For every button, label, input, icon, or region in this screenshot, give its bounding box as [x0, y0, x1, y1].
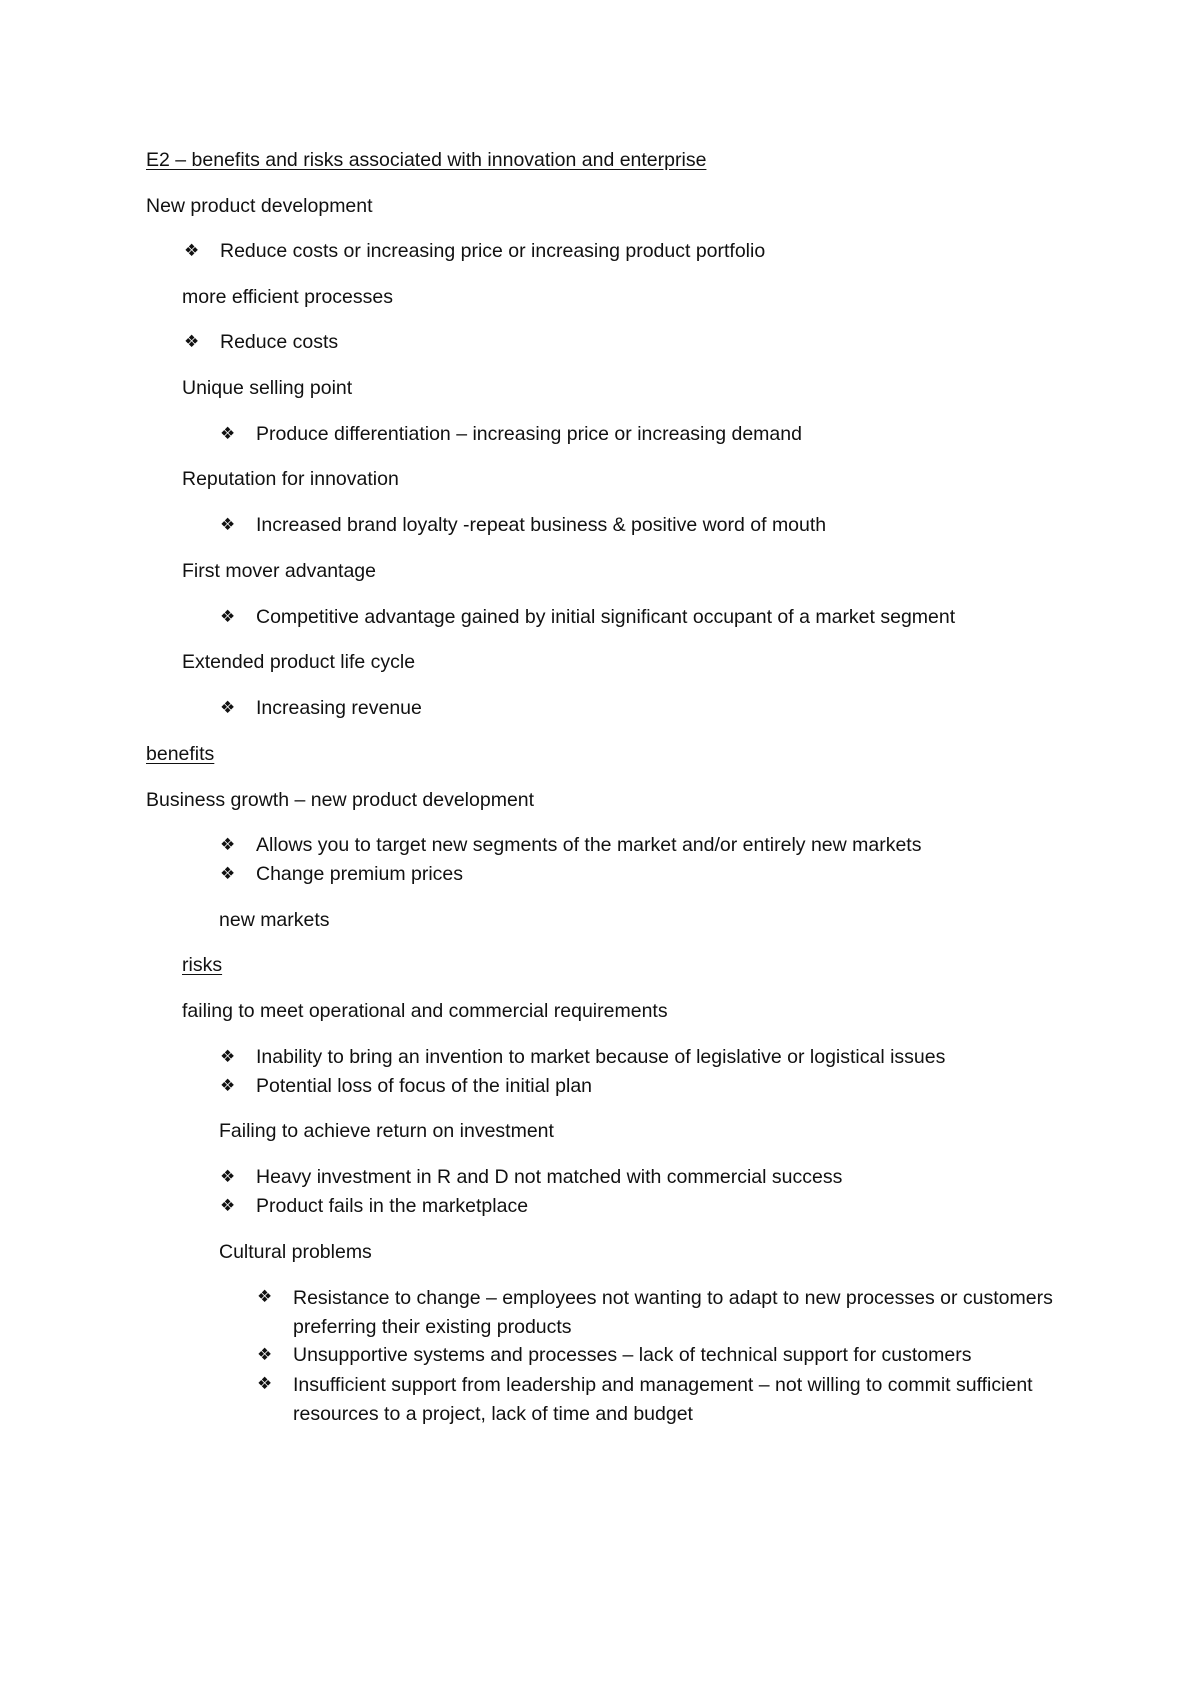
document-title: E2 – benefits and risks associated with innovation and enterprise — [146, 149, 707, 171]
diamond-bullet-icon: ❖ — [220, 1196, 236, 1215]
diamond-bullet-icon: ❖ — [257, 1287, 273, 1306]
heading-risks: risks — [182, 954, 223, 976]
list-item: ❖ Reduce costs — [184, 331, 339, 353]
heading-benefits: benefits — [146, 743, 215, 765]
diamond-bullet-icon: ❖ — [220, 515, 236, 534]
heading-new-product-development: New product development — [146, 195, 373, 217]
diamond-bullet-icon: ❖ — [220, 1047, 236, 1066]
subheading-new-markets: new markets — [219, 909, 330, 931]
list-item: ❖ Reduce costs or increasing price or increasing product portfolio — [184, 240, 766, 262]
subheading-cultural-problems: Cultural problems — [219, 1241, 372, 1263]
list-item: ❖ Increased brand loyalty -repeat business & positive word of mouth — [220, 514, 827, 536]
subheading-failing-requirements: failing to meet operational and commercial requirements — [182, 1000, 668, 1022]
diamond-bullet-icon: ❖ — [220, 698, 236, 717]
diamond-bullet-icon: ❖ — [220, 864, 236, 883]
list-item: ❖ Competitive advantage gained by initial significant occupant of a market segment — [220, 606, 956, 628]
list-item: ❖ Allows you to target new segments of the market and/or entirely new markets — [220, 834, 922, 856]
list-item: ❖ Increasing revenue — [220, 697, 422, 719]
list-item: ❖ Insufficient support from leadership and management – not willing to commit sufficient resources to a project, lack of time and budget — [257, 1371, 1053, 1429]
diamond-bullet-icon: ❖ — [220, 1167, 236, 1186]
list-item: ❖ Produce differentiation – increasing price or increasing demand — [220, 423, 802, 445]
diamond-bullet-icon: ❖ — [220, 607, 236, 626]
subheading-efficient-processes: more efficient processes — [182, 286, 393, 308]
subheading-extended-life-cycle: Extended product life cycle — [182, 651, 416, 673]
subheading-unique-selling-point: Unique selling point — [182, 377, 353, 399]
list-item: ❖ Product fails in the marketplace — [220, 1195, 529, 1217]
diamond-bullet-icon: ❖ — [184, 332, 200, 351]
list-item: ❖ Change premium prices — [220, 863, 464, 885]
subheading-return-on-investment: Failing to achieve return on investment — [219, 1120, 554, 1142]
list-item: ❖ Inability to bring an invention to market because of legislative or logistical issues — [220, 1046, 946, 1068]
diamond-bullet-icon: ❖ — [220, 424, 236, 443]
diamond-bullet-icon: ❖ — [184, 241, 200, 260]
subheading-reputation: Reputation for innovation — [182, 468, 399, 490]
list-item: ❖ Potential loss of focus of the initial plan — [220, 1075, 593, 1097]
diamond-bullet-icon: ❖ — [220, 1076, 236, 1095]
list-item: ❖ Heavy investment in R and D not matched with commercial success — [220, 1166, 843, 1188]
diamond-bullet-icon: ❖ — [257, 1345, 273, 1364]
diamond-bullet-icon: ❖ — [257, 1374, 273, 1393]
list-item: ❖ Unsupportive systems and processes – lack of technical support for customers — [257, 1344, 972, 1366]
subheading-first-mover: First mover advantage — [182, 560, 377, 582]
diamond-bullet-icon: ❖ — [220, 835, 236, 854]
subheading-business-growth: Business growth – new product development — [146, 789, 535, 811]
list-item: ❖ Resistance to change – employees not wanting to adapt to new processes or customers preferring their existing products — [257, 1284, 1053, 1342]
